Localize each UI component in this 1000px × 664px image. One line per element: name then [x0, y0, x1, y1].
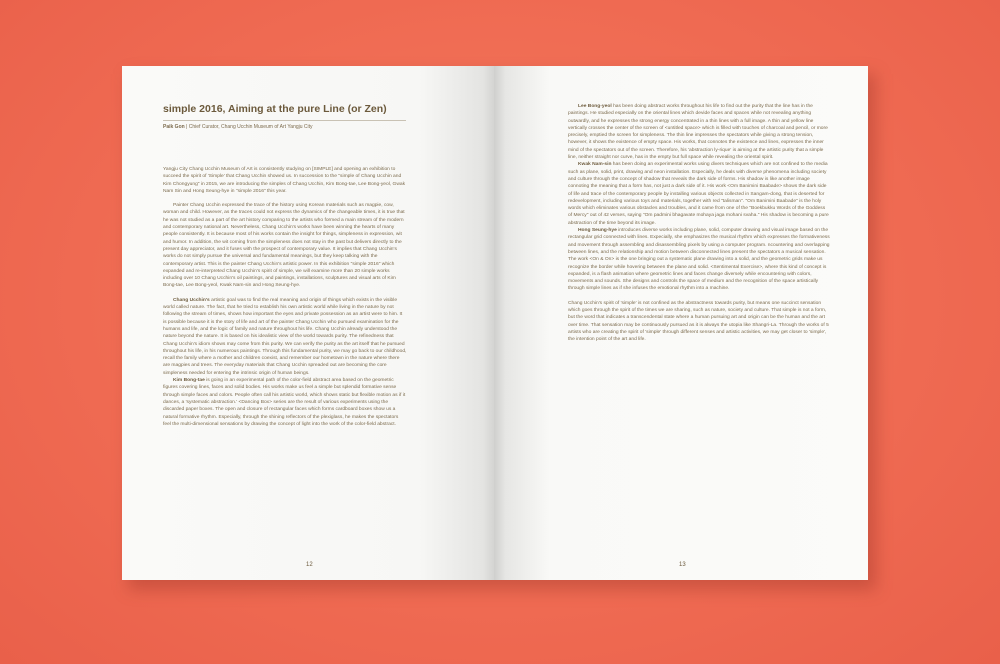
paragraph-chang: Chang Ucchin's artistic goal was to find the real meaning and origin of things which exists in the visible world called nature. The fact, that he tried to establish his own artistic world while living in the nature by not following the stream of times, shows how important the eyes and private possession as an artist were to him. It is possible because it is the story of life and art of the painter Chang Ucchin who pursued examination for the humans and life, and the logic of family and nature throughout his life. Chang Ucchin already understood the nature beyond the nature. It is based on his idealistic view of the world towards purity. The refinedness that Chang Ucchin's idiom shows may come from this purity. We can verify the purity as the art itself that he pursued throughout his life, in his numerous paintings. Through this fundamental purity, we may go back to our childhood, recall the family where a mother and children coexist, and remember our hometown in the nature where there are magpies and trees. The everyday materials that Chang Ucchin spreaded out are becoming the core simpleness needed for entering the intrinsic origin of human beings.	[163, 297, 407, 376]
title-rule	[163, 120, 406, 121]
left-page	[122, 66, 494, 580]
right-body-text	[568, 103, 830, 351]
paragraph-kwak: Kwak Nam-sin has been doing an experimental works using divers techniques which are not confined to the media such as plane, solid, print, drawing and neon installation. Especially, he deals with diverse phenomena including society and culture through the concept of shadow that reveals the dark side of forms. His shadow is like another image connoting the meaning that a form has, not just a dark side of it. His work <Om Banimini Baabade> shows the dark side of life and trace of the contemporary people by installing various objects collected in Sangam-dong, that is deserted for redevelopment, including various toys and materials, together with red "talisman". "Om Banimini Baabade" is the holy words which eliminates various obstacles and troubles, and it came from one of the "Boekbukku Words of the Goddess of Mercy" out of 42 verses, saying "Om padmini bhagavate mohaya jaga mohani svaha." His shadow is becoming a pure abstraction of the time beyond its image.	[568, 162, 829, 226]
right-page	[494, 66, 868, 580]
page-number-right: 13	[679, 562, 686, 568]
author-role: Chief Curator, Chang Ucchin Museum of Art Yangju City	[188, 124, 313, 130]
paragraph-kim: Kim Bong-tae is going in an experimental path of the color-field abstract area based on the geometric figures covering lines, faces and solid bodies. His works make us feel a simple but splendid formative sense through simple faces and colors. People often call his artistic world, which shows static but flexible motion as if it dances, a 'systematic abstraction.' <Dancing Box> series are the result of various experiments using the discarded paper boxes. The open and closure of rectangular faces which forms cardboard boxes show us a natural formative rhythm. Especially, through the shining reflectors of the plexiglass, he makes the spectators feel the multi-dimensional sensations by drawing the concept of light into the work of the color-field abstract.	[163, 378, 406, 427]
lead-chang: Chang Ucchin's	[173, 297, 210, 303]
lead-kim: Kim Bong-tae	[173, 378, 205, 384]
lead-hong: Hong Seung-hye	[578, 228, 617, 234]
lead-lee: Lee Bong-yeol	[578, 104, 612, 109]
lead-kwak: Kwak Nam-sin	[578, 162, 612, 168]
paragraph-conclusion: Chang Ucchin's spirit of 'simple' is not confined as the abstractness towards purity, but means one succinct sensation which goes through the spirit of the times we are sharing, such as nature, society and culture. That simple is not a form, but the word that indicates a transcendental state where a human pursuing art and origin can be the human and the art over time. That sensation may be continuously pursued as it is always the utopia like Shangri-La. Through the works of 5 artists who are creating the spirit of 'simple' through different senses and artistic activities, we may get closer to 'simple', the intention point of the art and life.	[568, 300, 829, 343]
page-number-left: 12	[306, 562, 313, 568]
byline: Paik Gon | Chief Curator, Chang Ucchin Museum of Art Yangju City	[163, 124, 313, 130]
paragraph-hong: Hong Seung-hye introduces diverse works including plane, solid, computer drawing and visual image based on the rectangular grid connected with lines. Expecially, she emphasizes the musical rhythm which expresses the formativeness and movement through assembling and disassembling pixels by using a computer program. ncountering and overlapping between lines, and the relationship and motion between disconnected lines present the spectators a musical sensation. The work <On & On> is the one bringing out a systematic plane drawing into a solid, and the geometric grids make us recognize the border while hovering between the plane and solid. <Sentimental Exercise>, where this kind of concept is expanded, is a flash animation where geometric lines and faces change diversely while encountering with colors, movements and sounds. She designs and controls the space of medium and the recognition of the space artistically through simple lines as if she infuses the emotional rhythm into a machine.	[568, 228, 830, 292]
paragraph-lee: Lee Bong-yeol has been doing abstract works throughout his life to find out the purity that the line has in the paintings. He studied especially on the oriental lines which devide faces and spaces while not revealing anything outwardly, and he expresses the strong energy concentrated in a thin lines with a full image. A thin and yellow line vertically crosses the center of the screen of <untitled space> which is filled with touches of charcoal and pencil, or more precisely, emptied the screen for simpleness. The thin line impresses the spectators while giving a strong tension, however, it shows the existence of empty space. His works, that connotes the existence and lines, expresses the inner mind of the spectators out of the screen. Therefore, his 'abstraction ly-rique' is aiming at the artistic purity that a simple line, neither straight nor curve, has in the empty but full space while revealing the oriental spirit.	[568, 104, 828, 161]
paragraph-intro: Yangju City Chang Ucchin Museum of Art is consistently studying on [SIMPLE] and opening an exhibition to succeed the spirit of 'Simple' that Chang Ucchin showed us. In succession to the "simple of Chang Ucchin and Kim Chongyung" in 2015, we are introducing the simples of Chang Ucchin, Kim Bong-tae, Lee Bong-yeol, Gwak Nam Sin and Hong Seung-hye in "simple 2016" this year.	[163, 167, 406, 194]
paragraph-painter: Painter Chang Ucchin expressed the trace of the history using Korean materials such as magpie, cow, woman and child. However, as the traces could not express the dynamics of the changeable times, it is true that he was not studied as a part of the art history comparing to the artists who formed a main stream of the modern and contemporary national art. Nevertheless, Chang Ucchin's works have been winning the hearts of many people consistently. It is because most of his works contain the insight for things, simpleness in expression, wit and humor. In addition, the wit coming from the simpleness does not stay in the past but delivers directly to the present day appreciator, and it fuses with the prospect of contemporary value. It implies that Chang Ucchin's works do not simply pursue the universal and fundamental meanings, but they keep talking with the contemporary artist. This is the painter Chang Ucchin's artistic power. In this exhibition "simple 2016" which expanded and re-interpreted Chang Ucchin's spirit of simple, we will examine more than 20 simple works including over 10 Chang Ucchin's oil paintings, and paintings, installations, sculptures and visual arts of Kim Bong-tae, Lee Bong-yeol, Kwak Nam-sin and Hong Seung-hye.	[163, 203, 405, 289]
author-name: Paik Gon	[163, 124, 185, 130]
left-body-text	[163, 166, 407, 428]
article-title: simple 2016, Aiming at the pure Line (or Zen)	[163, 103, 387, 115]
